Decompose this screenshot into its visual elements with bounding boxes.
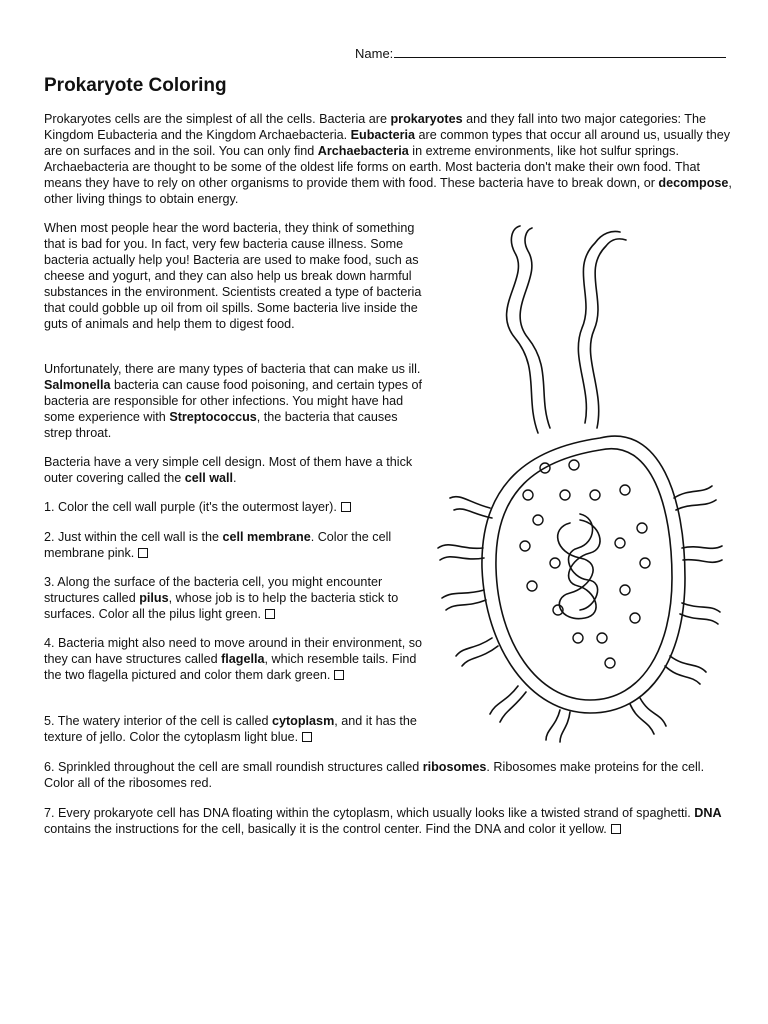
step-3-pilus: 3. Along the surface of the bacteria cell, you might encounter structures called pilus, whose job is to help the bacteria stick to surfaces. Color all the pilus light green. bbox=[44, 575, 399, 621]
intro-paragraph: Prokaryotes cells are the simplest of all the cells. Bacteria are prokaryotes and they fall into two major categories: The Kingdom Eubacteria and the Kingdom Archaebacteria. Eubacteria are common types that occur all around us, usually they are on surfaces and in the soil. You can only find Archaebacteria in extreme environments, like hot sulfur springs. Archaebacteria are thought to be some of the oldest life forms on earth. Most bacteria don't make their own food. That means they have to rely on other organisms to provide them with food. These bacteria have to break down, or decompose, other living things to obtain energy. bbox=[44, 112, 732, 206]
cell-membrane[interactable] bbox=[496, 449, 672, 700]
pili[interactable] bbox=[438, 486, 722, 742]
bacteria-cell-diagram[interactable] bbox=[420, 218, 730, 743]
checkbox[interactable] bbox=[334, 670, 344, 680]
ribosomes[interactable] bbox=[520, 460, 650, 668]
dna[interactable] bbox=[558, 520, 600, 619]
step-2-cell-membrane: 2. Just within the cell wall is the cell membrane. Color the cell membrane pink. bbox=[44, 530, 392, 560]
flagellum-left[interactable] bbox=[507, 226, 550, 433]
step-6-ribosomes: 6. Sprinkled throughout the cell are small roundish structures called ribosomes. Ribosomes make proteins for the cell. Color all of the ribosomes red. bbox=[44, 760, 705, 790]
name-label: Name: bbox=[355, 46, 394, 61]
page-title: Prokaryote Coloring bbox=[44, 75, 227, 96]
name-field[interactable] bbox=[355, 45, 726, 61]
cell-wall[interactable] bbox=[482, 436, 685, 713]
flagellum-right[interactable] bbox=[578, 231, 626, 428]
cell-design-paragraph: Bacteria have a very simple cell design. Most of them have a thick outer covering called the cell wall. bbox=[44, 455, 413, 485]
checkbox[interactable] bbox=[302, 732, 312, 742]
dna-strand-2[interactable] bbox=[569, 514, 598, 610]
bacteria-benefits-paragraph: When most people hear the word bacteria, they think of something that is bad for you. In fact, very few bacteria cause illness. Some bacteria actually help you! Bacteria are used to make food, such as cheese and yogurt, and they can also help us break down harmful substances in the environment. Scientists created a type of bacteria that could gobble up oil from oil spills. Some bacteria live inside the guts of animals and help them to digest food. bbox=[44, 221, 422, 331]
bacteria-illness-paragraph: Unfortunately, there are many types of bacteria that can make us ill. Salmonella bacteria can cause food poisoning, and certain types of bacteria are responsible for other infections. You might have had some experience with Streptococcus, the bacteria that causes strep throat. bbox=[44, 362, 423, 440]
checkbox[interactable] bbox=[611, 824, 621, 834]
step-4-flagella: 4. Bacteria might also need to move around in their environment, so they can have structures called flagella, which resemble tails. Find the two flagella pictured and color them dark green. bbox=[44, 636, 423, 682]
step-7-dna: 7. Every prokaryote cell has DNA floating within the cytoplasm, which usually looks like a twisted strand of spaghetti. DNA contains the instructions for the cell, basically it is the control center. Find the DNA and color it yellow. bbox=[44, 806, 722, 836]
step-1-cell-wall: 1. Color the cell wall purple (it's the outermost layer). bbox=[44, 499, 424, 515]
checkbox[interactable] bbox=[138, 548, 148, 558]
checkbox[interactable] bbox=[265, 609, 275, 619]
name-blank-line[interactable] bbox=[394, 45, 726, 58]
step-5-cytoplasm: 5. The watery interior of the cell is called cytoplasm, and it has the texture of jello. Color the cytoplasm light blue. bbox=[44, 714, 417, 744]
checkbox[interactable] bbox=[341, 502, 351, 512]
